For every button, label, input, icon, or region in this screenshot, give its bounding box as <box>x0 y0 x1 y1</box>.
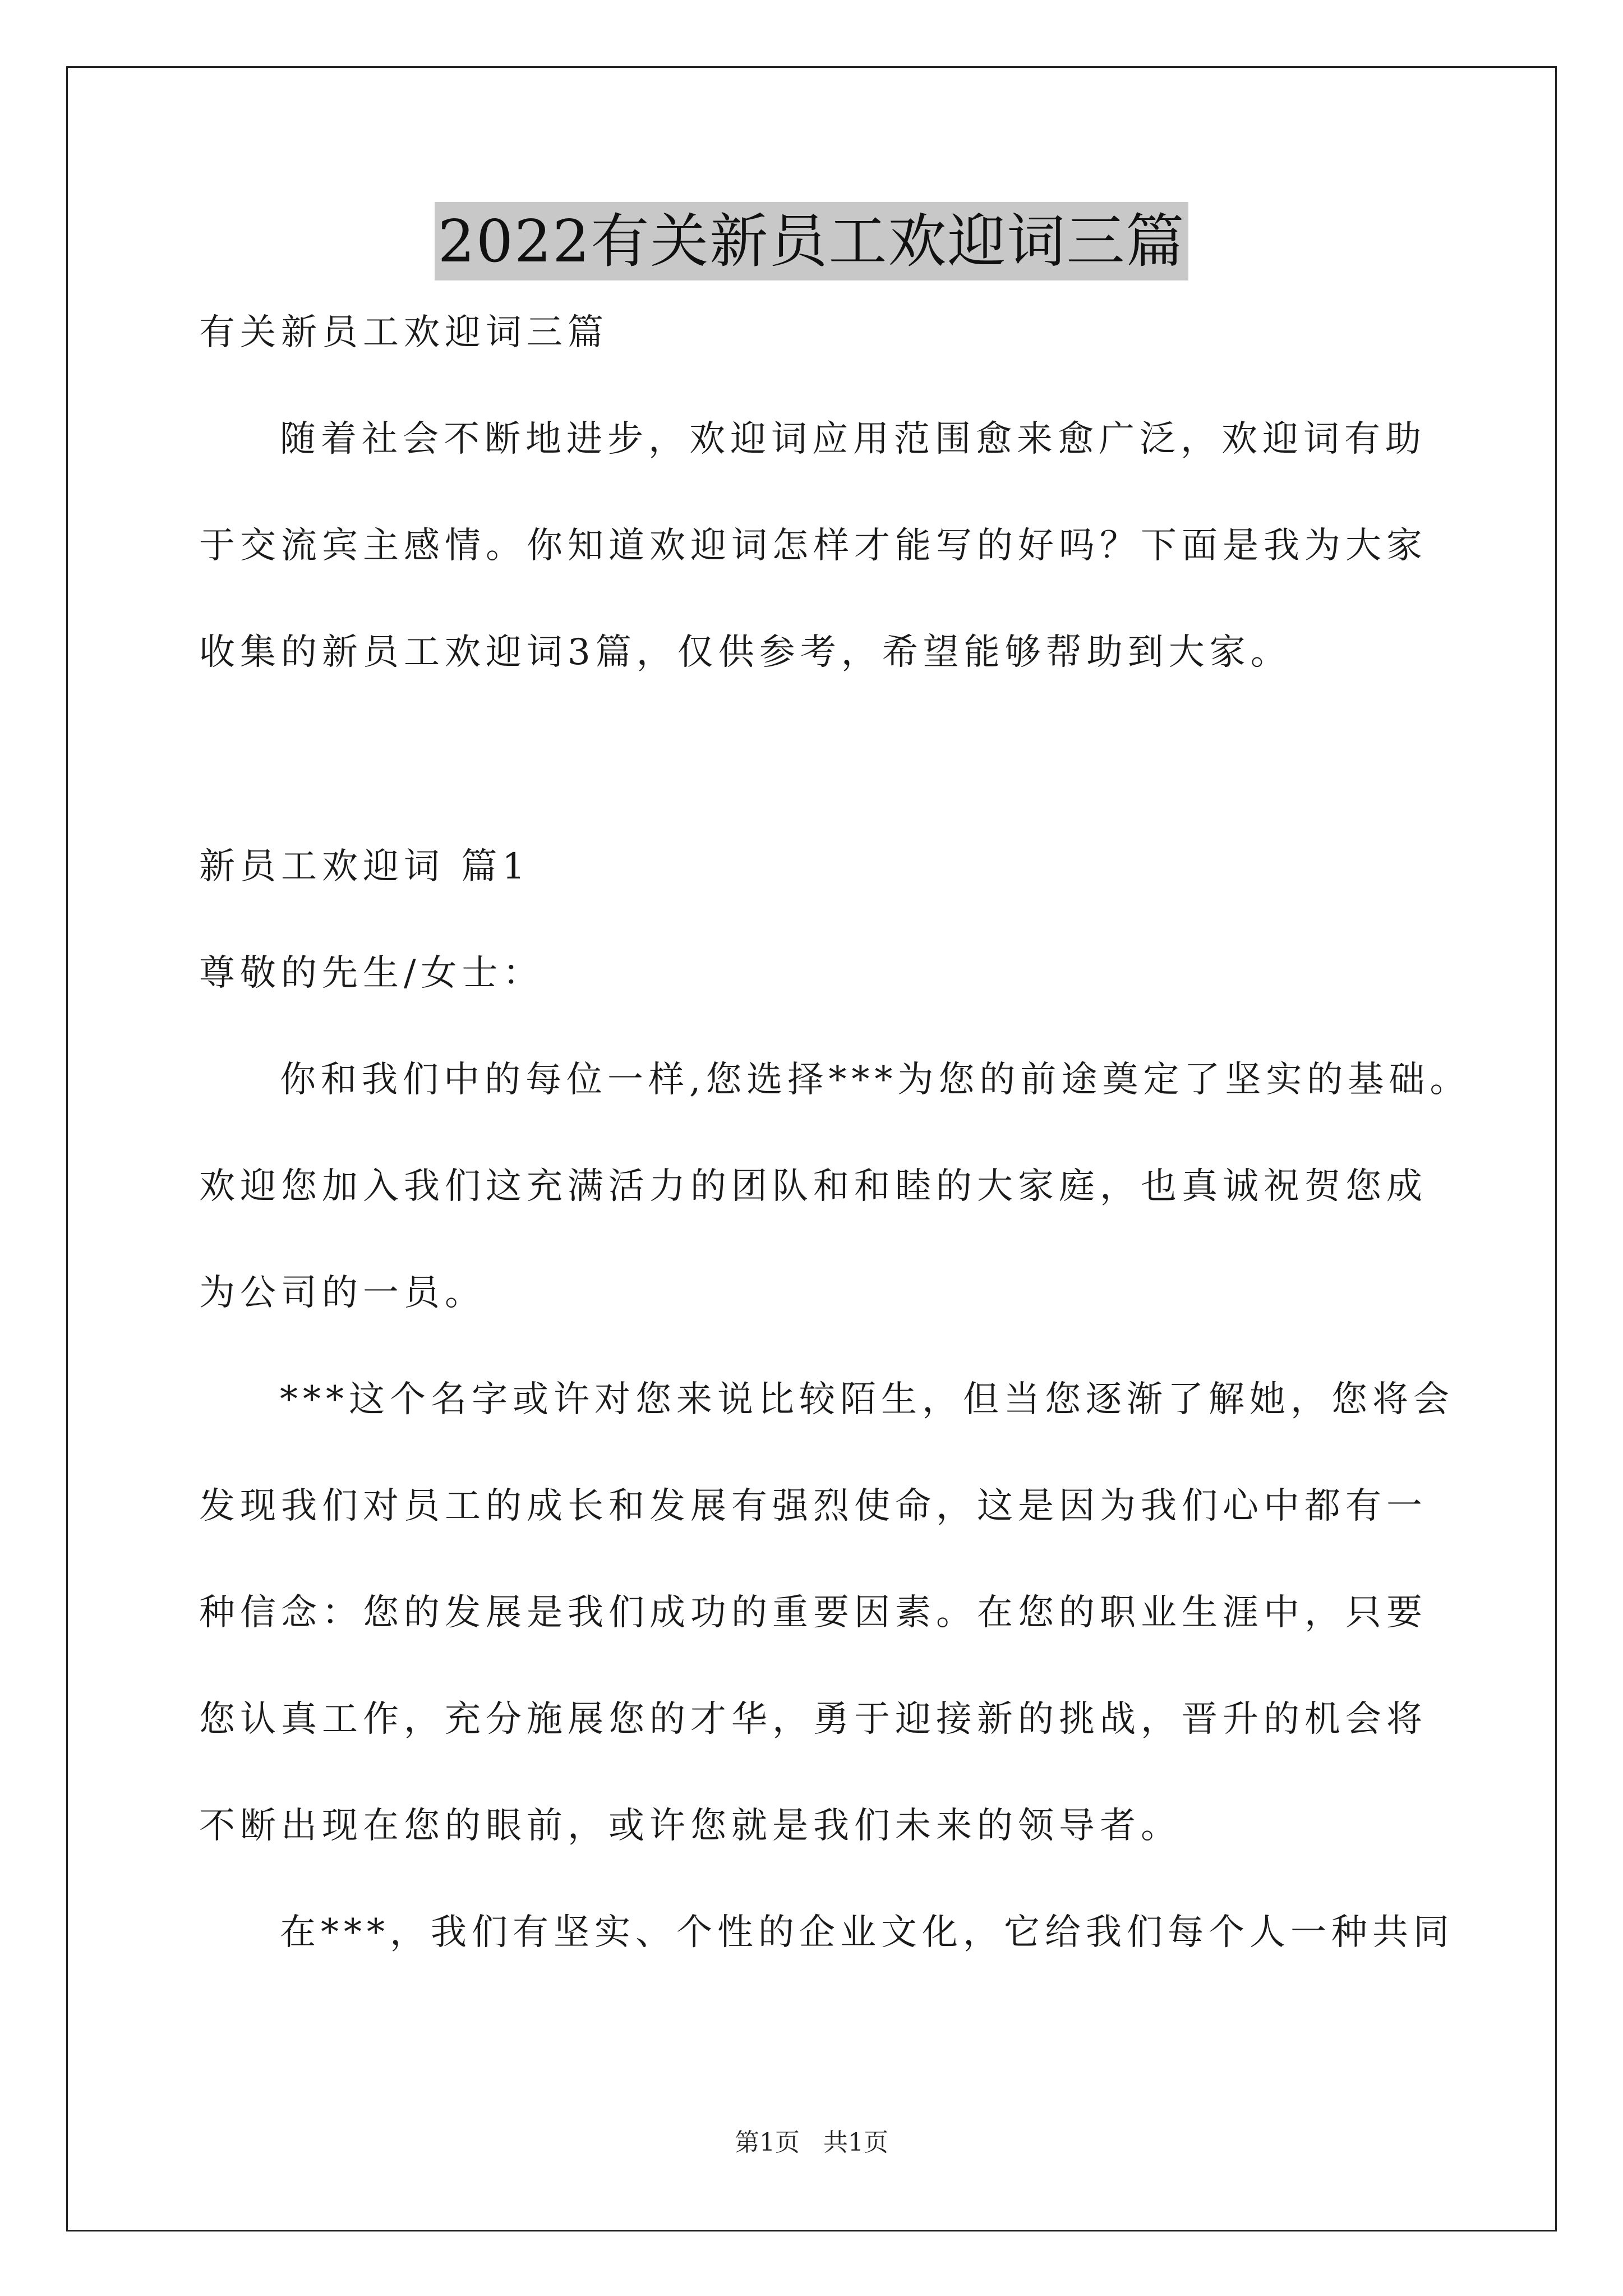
body-paragraph-3-line-1: 在***，我们有坚实、个性的企业文化，它给我们每个人一种共同 <box>280 1912 1454 1953</box>
body-paragraph-1-line-2: 欢迎您加入我们这充满活力的团队和和睦的大家庭，也真诚祝贺您成 <box>199 1166 1427 1207</box>
intro-paragraph-line-3: 收集的新员工欢迎词3篇，仅供参考，希望能够帮助到大家。 <box>199 632 1292 673</box>
body-paragraph-2-line-3: 种信念：您的发展是我们成功的重要因素。在您的职业生涯中，只要 <box>199 1592 1427 1634</box>
body-paragraph-2-line-4: 您认真工作，充分施展您的才华，勇于迎接新的挑战，晋升的机会将 <box>199 1699 1427 1740</box>
title-container <box>0 202 1623 280</box>
body-paragraph-2-line-5: 不断出现在您的眼前，或许您就是我们未来的领导者。 <box>199 1805 1182 1847</box>
subtitle-line: 有关新员工欢迎词三篇 <box>199 312 608 353</box>
page-border <box>66 66 1557 2231</box>
body-paragraph-1-line-3: 为公司的一员。 <box>199 1272 486 1314</box>
document-title: 2022有关新员工欢迎词三篇 <box>435 202 1189 280</box>
body-paragraph-2-line-1: ***这个名字或许对您来说比较陌生，但当您逐渐了解她，您将会 <box>280 1379 1454 1420</box>
page-number-footer: 第1页 共1页 <box>735 2128 888 2157</box>
body-paragraph-2-line-2: 发现我们对员工的成长和发展有强烈使命，这是因为我们心中都有一 <box>199 1485 1427 1527</box>
body-paragraph-1-line-1: 你和我们中的每位一样,您选择***为您的前途奠定了坚实的基础。 <box>280 1059 1471 1101</box>
section-heading-1: 新员工欢迎词 篇1 <box>199 846 531 887</box>
intro-paragraph-line-1: 随着社会不断地进步，欢迎词应用范围愈来愈广泛，欢迎词有助 <box>280 418 1426 460</box>
intro-paragraph-line-2: 于交流宾主感情。你知道欢迎词怎样才能写的好吗？下面是我为大家 <box>199 525 1427 567</box>
salutation-line: 尊敬的先生/女士： <box>199 953 544 994</box>
